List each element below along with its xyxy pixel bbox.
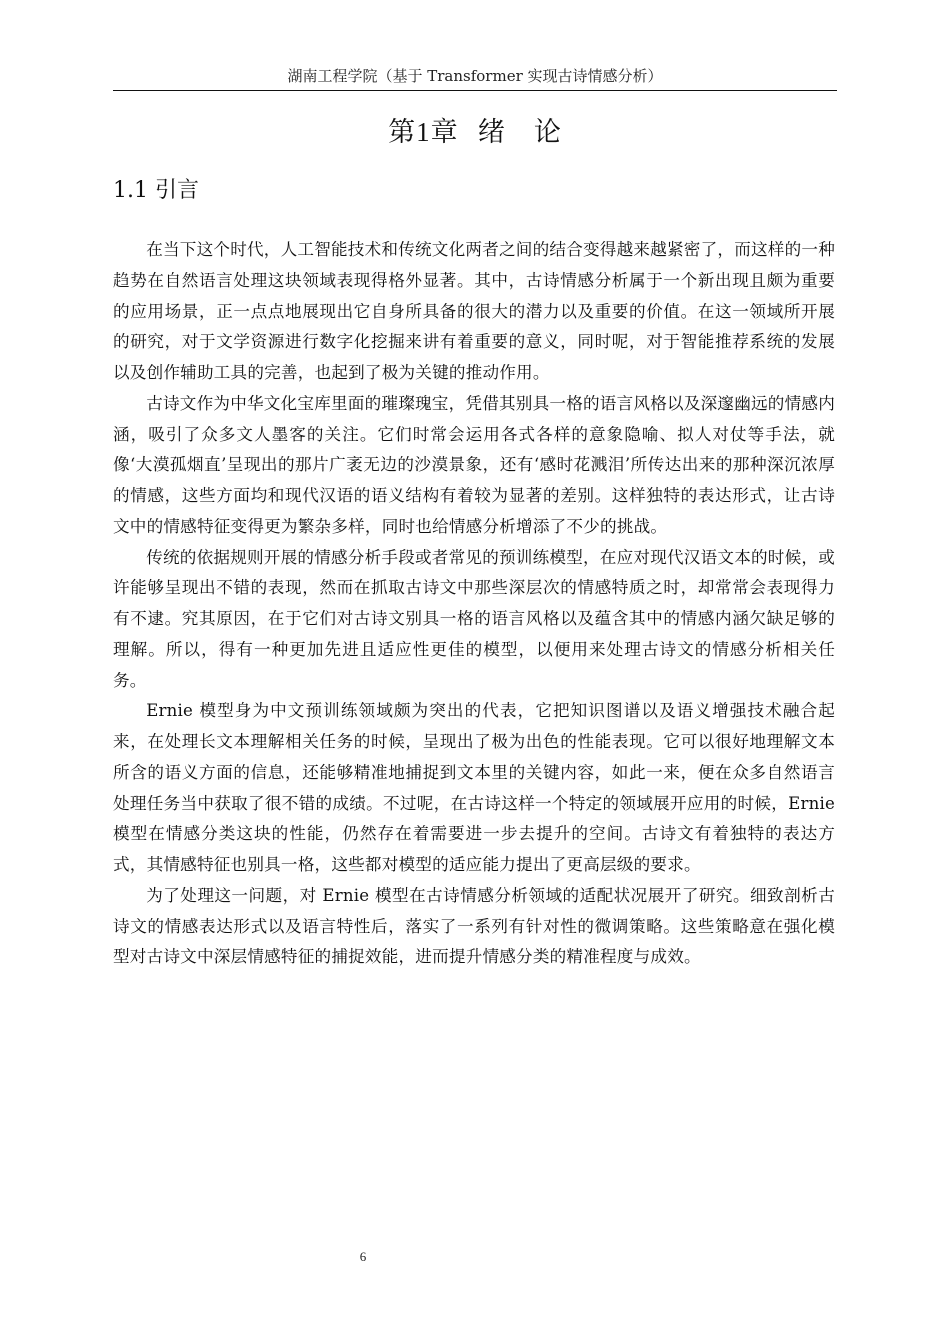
chapter-number: 1: [416, 117, 431, 147]
paragraph-4: Ernie 模型身为中文预训练领域颇为突出的代表，它把知识图谱以及语义增强技术融合起来，在处理长文本理解相关任务的时候，呈现出了极为出色的性能表现。它可以很好地理解文本所含的语义方面的信息，还能够精准地捕捉到文本里的关键内容，如此一来，便在众多自然语言处理任务当中获取了很不错的成绩。不过呢，在古诗这样一个特定的领域展开应用的时候，Ernie 模型在情感分类这块的性能，仍然存在着需要进一步去提升的空间。古诗文有着独特的表达方式，其情感特征也别具一格，这些都对模型的适应能力提出了更高层级的要求。: [113, 701, 835, 874]
paragraph-1: 在当下这个时代，人工智能技术和传统文化两者之间的结合变得越来越紧密了，而这样的一种趋势在自然语言处理这块领域表现得格外显著。其中，古诗情感分析属于一个新出现且颇为重要的应用场景，正一点点地展现出它自身所具备的很大的潜力以及重要的价值。在这一领域所开展的研究，对于文学资源进行数字化挖掘来讲有着重要的意义，同时呢，对于智能推荐系统的发展以及创作辅助工具的完善，也起到了极为关键的推动作用。: [113, 240, 835, 382]
running-header: 湖南工程学院（基于 Transformer 实现古诗情感分析）: [287, 67, 663, 85]
paragraph-3: 传统的依据规则开展的情感分析手段或者常见的预训练模型，在应对现代汉语文本的时候，或许能够呈现出不错的表现，然而在抓取古诗文中那些深层次的情感特质之时，却常常会表现得力有不逮。究其原因，在于它们对古诗文别具一格的语言风格以及蕴含其中的情感内涵欠缺足够的理解。所以，得有一种更加先进且适应性更佳的模型，以便用来处理古诗文的情感分析相关任务。: [113, 547, 835, 690]
chapter-prefix: 第: [388, 117, 417, 148]
body-text: [113, 235, 835, 973]
chapter-suffix: 章 绪 论: [430, 117, 562, 148]
paragraph-2: 古诗文作为中华文化宝库里面的璀璨瑰宝，凭借其别具一格的语言风格以及深邃幽远的情感内涵，吸引了众多文人墨客的关注。它们时常会运用各式各样的意象隐喻、拟人对仗等手法，就像‘大漠孤烟直’呈现出的那片广袤无边的沙漠景象，还有‘感时花溅泪’所传达出来的那种深沉浓厚的情感，这些方面均和现代汉语的语义结构有着较为显著的差别。这样独特的表达形式，让古诗文中的情感特征变得更为繁杂多样，同时也给情感分析增添了不少的挑战。: [113, 393, 835, 536]
paragraph-5: 为了处理这一问题，对 Ernie 模型在古诗情感分析领域的适配状况展开了研究。细致剖析古诗文的情感表达形式以及语言特性后，落实了一系列有针对性的微调策略。这些策略意在强化模型对古诗文中深层情感特征的捕捉效能，进而提升情感分类的精准程度与成效。: [113, 885, 835, 967]
page-number: 6: [359, 1249, 367, 1264]
header-rule: [113, 90, 837, 91]
chapter-title: [113, 114, 837, 151]
section-title: 1.1 引言: [113, 178, 199, 203]
